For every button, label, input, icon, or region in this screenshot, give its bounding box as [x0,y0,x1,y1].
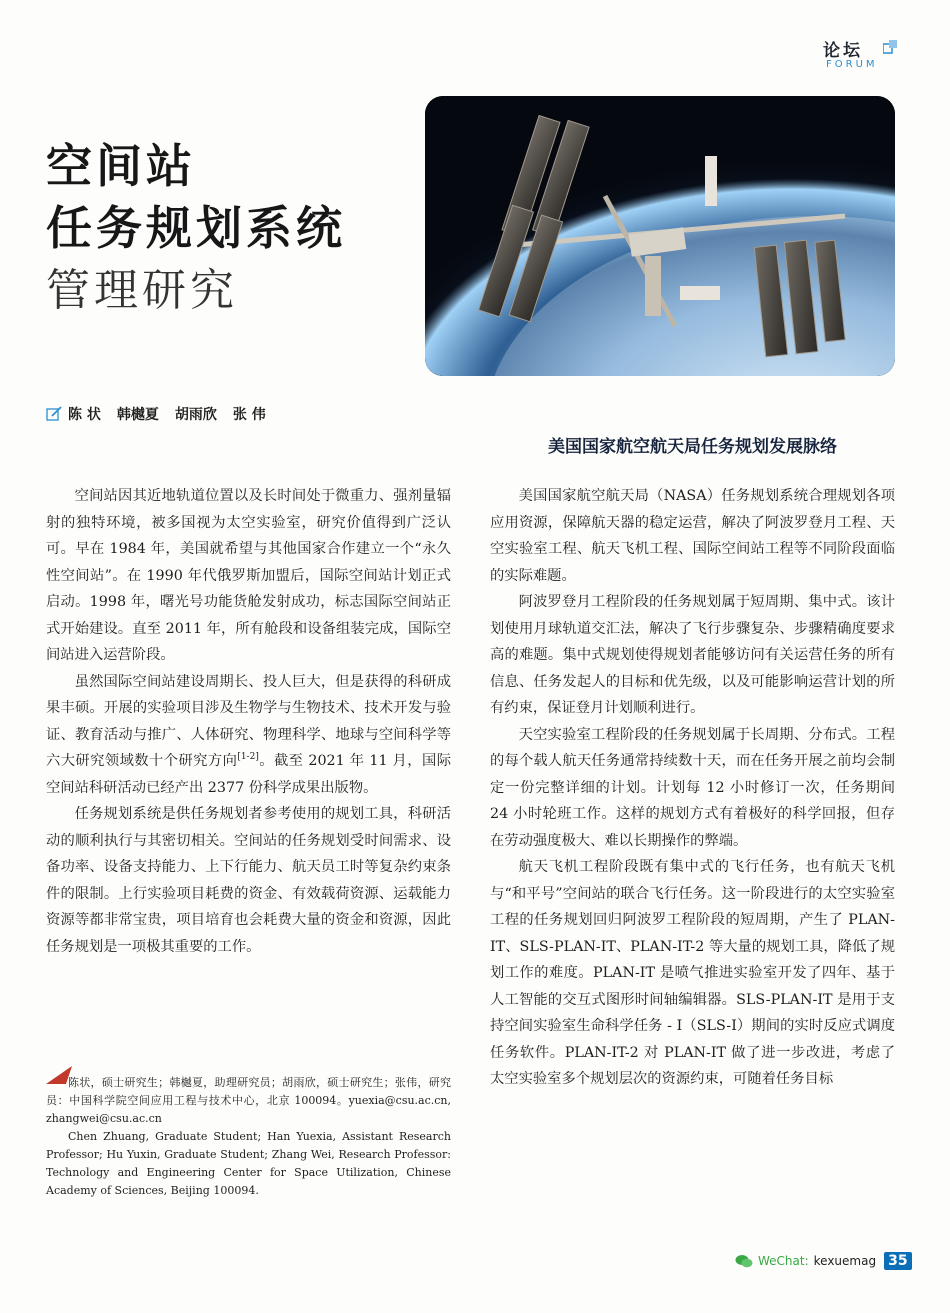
paragraph-text: 虽然国际空间站建设周期长、投人巨大，但是获得的科研成果丰硕。开展的实验项目涉及生物学与生物技术、技术开发与验证、教育活动与推广、人体研究、物理科学、地球与空间科学等六大研究领域数十个研究方向 [46,673,451,769]
title-line-2: 任务规划系统 [46,201,346,255]
footnote-zh: 陈状，硕士研究生；韩樾夏，助理研究员；胡雨欣，硕士研究生；张伟，研究员：中国科学院空间应用工程与技术中心，北京 100094。yuexia@csu.ac.cn, zhangwei@csu.ac.cn [46,1076,451,1125]
paragraph: 航天飞机工程阶段既有集中式的飞行任务，也有航天飞机与“和平号”空间站的联合飞行任务。这一阶段进行的太空实验室工程的任务规划回归阿波罗工程阶段的短周期，产生了 PLAN-IT、SLS-PLAN-IT、PLAN-IT-2 等大量的规划工具，降低了规划工作的难度。PLAN-IT 是喷气推进实验室开发了四年、基于人工智能的交互式图形时间轴编辑器。SLS-PLAN-IT 是用于支持空间实验室生命科学任务 - Ⅰ（SLS-Ⅰ）期间的实时反应式调度任务软件。PLAN-IT-2 对 PLAN-IT 做了进一步改进，考虑了太空实验室多个规划层次的资源约束，可随着任务目标 [490,859,895,1087]
wechat-id: kexuemag [813,1254,877,1268]
wechat-label: WeChat: [758,1254,809,1268]
left-column [46,483,451,960]
author-name: 张 伟 [232,407,266,423]
author-name: 胡雨欣 [174,407,217,423]
title-line-3: 管理研究 [46,265,238,316]
paragraph: 天空实验室工程阶段的任务规划属于长周期、分布式。工程的每个载人航天任务通常持续数十天，而在任务开展之前均会制定一份完整详细的计划。计划每 12 小时修订一次，任务期间 24 小时轮班工作。这样的规划方式有着极好的科学回报，但存在劳动强度极大、难以长期操作的弊端。 [490,726,895,849]
authors-line [46,404,276,424]
space-station-image [425,96,895,376]
right-column [490,483,895,1093]
page-footer [735,1252,912,1270]
author-footnote [46,1074,451,1200]
paragraph: 阿波罗登月工程阶段的任务规划属于短周期、集中式。该计划使用月球轨道交汇法，解决了飞行步骤复杂、步骤精确度要求高的难题。集中式规划使得规划者能够访问有关运营任务的所有信息、任务发起人的目标和优先级，以及可能影响运营计划的所有约束，保证登月计划顺利进行。 [490,594,895,716]
paragraph [46,669,451,802]
paragraph: 美国国家航空航天局（NASA）任务规划系统合理规划各项应用资源，保障航天器的稳定运营，解决了阿波罗登月工程、天空实验室工程、航天飞机工程、国际空间站工程等不同阶段面临的实际难题。 [490,488,895,584]
section-tag: 论坛 [823,41,863,61]
citation-ref: [1-2] [237,752,259,763]
paragraph: 任务规划系统是供任务规划者参考使用的规划工具，科研活动的顺利执行与其密切相关。空间站的任务规划受时间需求、设备功率、设备支持能力、上下行能力、航天员工时等复杂约束条件的限制。上行实验项目耗费的资金、有效载荷资源、运载能力资源等都非常宝贵，项目培育也会耗费大量的资金和资源，因此任务规划是一项极其重要的工作。 [46,806,451,955]
section-heading: 美国国家航空航天局任务规划发展脉络 [548,437,837,457]
author-name: 陈 状 [68,407,101,423]
wechat-icon [735,1254,753,1268]
title-line-1: 空间站 [46,139,196,193]
paragraph-text: 。截至 2021 年 11 月，国际空间站科研活动已经产出 2377 份科学成果出版物。 [46,753,451,796]
paragraph: 空间站因其近地轨道位置以及长时间处于微重力、强剂量辐射的独特环境，被多国视为太空实验室，研究价值得到广泛认可。早在 1984 年，美国就希望与其他国家合作建立一个“永久性空间站”。在 1990 年代俄罗斯加盟后，国际空间站计划正式启动。1998 年，曙光号功能货舱发射成功，标志国际空间站正式开始建设。直至 2011 年，所有舱段和设备组装完成，国际空间站进入运营阶段。 [46,488,451,663]
author-name: 韩樾夏 [116,407,159,423]
page-number: 35 [884,1252,911,1270]
section-square-icon [883,40,897,54]
section-tag-en: FORUM [826,59,878,70]
footnote-en: Chen Zhuang, Graduate Student; Han Yuexia, Assistant Research Professor; Hu Yuxin, Graduate Student; Zhang Wei, Research Professor: Technology and Engineering Center for Space Utilization, Chinese Academy of Sciences, Beijing 100094. [46,1130,451,1197]
pen-icon [46,406,62,422]
